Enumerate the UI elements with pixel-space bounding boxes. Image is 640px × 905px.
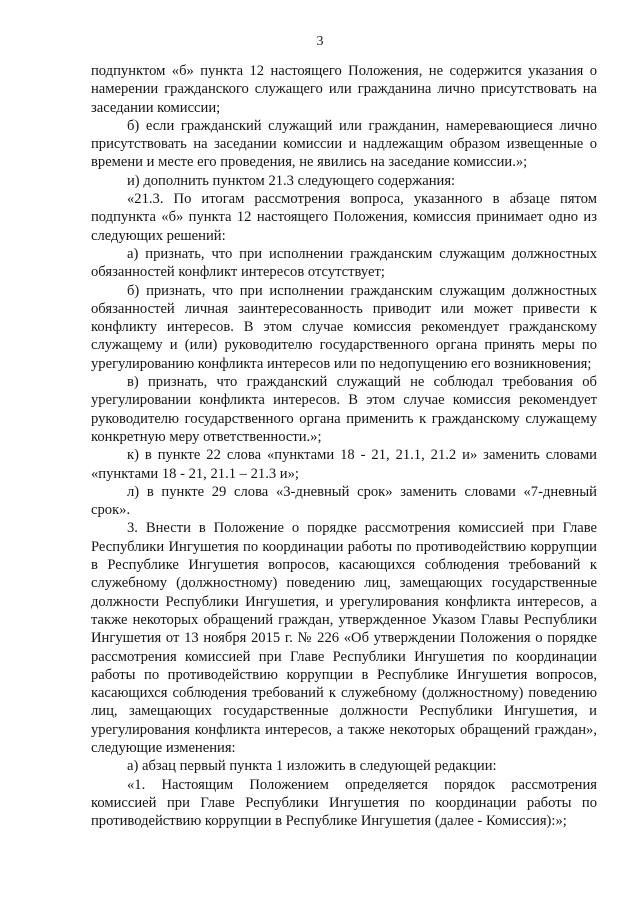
- paragraph-11: а) абзац первый пункта 1 изложить в следующей редакции:: [127, 758, 497, 775]
- paragraph-3: и) дополнить пунктом 21.3 следующего содержания:: [127, 172, 456, 189]
- paragraph-7: в) признать, что гражданский служащий не соблюдал требования об урегулировании конфликта интересов. В этом случае комиссия рекомендует руководителю государственного органа применить к гражданскому служащему конкретную меру ответственности.»;: [91, 374, 597, 445]
- paragraph-4: «21.3. По итогам рассмотрения вопроса, указанного в абзаце пятом подпункта «б» пункта 12 настоящего Положения, комиссия принимает одно из следующих решений:: [91, 191, 597, 244]
- paragraph-2: б) если гражданский служащий или гражданин, намеревающиеся лично присутствовать на заседании комиссии и надлежащим образом извещенные о времени и месте его проведения, не явились на заседание комиссии.»;: [91, 117, 597, 171]
- paragraph-9: л) в пункте 29 слова «3-дневный срок» заменить словами «7-дневный срок».: [91, 483, 597, 519]
- paragraph-12: «1. Настоящим Положением определяется порядок рассмотрения комиссией при Главе Республики Ингушетия по координации работы по противодействию коррупции в Республике Ингушетия (далее - Комиссия):»;: [91, 776, 597, 830]
- page-number: 3: [316, 34, 324, 49]
- paragraph-8: к) в пункте 22 слова «пунктами 18 - 21, 21.1, 21.2 и» заменить словами «пунктами 18 - 21, 21.1 – 21.3 и»;: [91, 447, 597, 482]
- paragraph-1: подпунктом «б» пункта 12 настоящего Положения, не содержится указания о намерении гражданского служащего или гражданина лично присутствовать на заседании комиссии;: [91, 63, 597, 116]
- paragraph-6: б) признать, что при исполнении гражданским служащим должностных обязанностей личная заинтересованность приводит или может привести к конфликту интересов. В этом случае комиссия рекомендует гражданскому служащему и (или) руководителю государственного органа принять меры по урегулированию конфликта интересов или по недопущению его возникновения;: [91, 282, 597, 372]
- document-body: [91, 62, 597, 830]
- paragraph-10: 3. Внести в Положение о порядке рассмотрения комиссией при Главе Республики Ингушетия по координации работы по противодействию коррупции в Республике Ингушетия вопросов, касающихся соблюдения требований к служебному (должностному) поведению лиц, замещающих государственные должности Республики Ингушетия, и урегулирования конфликта интересов, а также некоторых обращений граждан, утвержденное Указом Главы Республики Ингушетия от 13 ноября 2015 г. № 226 «Об утверждении Положения о порядке рассмотрения комиссией при Главе Республики Ингушетия по координации работы по противодействию коррупции в Республике Ингушетия вопросов, касающихся соблюдения требований к служебному (должностному) поведению лиц, замещающих государственные должности Республики Ингушетия, и урегулирования конфликта интересов, а также некоторых обращений граждан», следующие изменения:: [91, 520, 597, 756]
- paragraph-5: а) признать, что при исполнении гражданским служащим должностных обязанностей конфликт интересов отсутствует;: [91, 245, 597, 281]
